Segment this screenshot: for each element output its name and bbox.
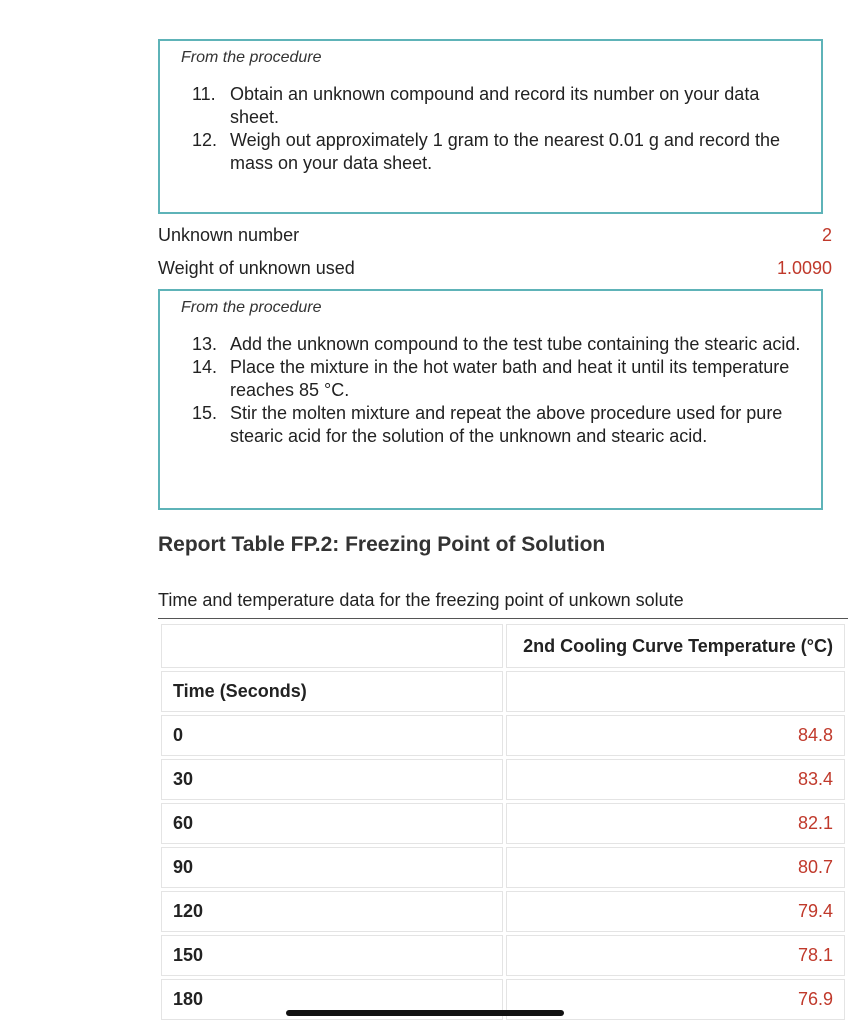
procedure-steps [192, 333, 801, 448]
time-cell: 180 [161, 979, 503, 1020]
caption-divider [158, 618, 848, 619]
temperature-column-header: 2nd Cooling Curve Temperature (°C) [506, 624, 845, 668]
procedure-step [192, 129, 801, 175]
table-header-row [161, 624, 845, 668]
temperature-cell[interactable]: 83.4 [506, 759, 845, 800]
temperature-cell[interactable]: 80.7 [506, 847, 845, 888]
procedure-caption: From the procedure [181, 299, 322, 316]
procedure-step [192, 356, 801, 402]
step-number: 14. [192, 357, 218, 377]
report-table-title: Report Table FP.2: Freezing Point of Solution [158, 533, 606, 556]
temperature-cell[interactable]: 82.1 [506, 803, 845, 844]
step-number: 13. [192, 334, 218, 354]
step-text: Add the unknown compound to the test tube containing the stearic acid. [230, 334, 801, 354]
weight-unknown-value[interactable]: 1.0090 [776, 258, 832, 278]
unknown-number-label: Unknown number [158, 225, 300, 245]
unknown-number-row [158, 225, 832, 246]
home-indicator[interactable] [286, 1010, 564, 1016]
freezing-point-table [158, 621, 848, 1023]
weight-unknown-label: Weight of unknown used [158, 258, 355, 278]
procedure-step [192, 402, 801, 448]
procedure-box-1 [158, 39, 823, 214]
table-caption: Time and temperature data for the freezing point of unkown solute [158, 590, 684, 610]
table-row [161, 891, 845, 932]
temperature-cell[interactable]: 76.9 [506, 979, 845, 1020]
procedure-caption: From the procedure [181, 49, 322, 66]
time-cell: 150 [161, 935, 503, 976]
weight-unknown-row [158, 258, 832, 279]
step-number: 15. [192, 403, 218, 423]
empty-header-cell [161, 624, 503, 668]
time-row-header: Time (Seconds) [161, 671, 503, 712]
procedure-step [192, 83, 801, 129]
temperature-cell[interactable]: 84.8 [506, 715, 845, 756]
step-text: Obtain an unknown compound and record its number on your data sheet. [230, 84, 760, 127]
procedure-steps [192, 83, 801, 175]
temperature-cell[interactable]: 79.4 [506, 891, 845, 932]
step-number: 12. [192, 130, 218, 150]
time-cell: 30 [161, 759, 503, 800]
empty-subheader-cell [506, 671, 845, 712]
table-row [161, 935, 845, 976]
table-row [161, 715, 845, 756]
procedure-box-2 [158, 289, 823, 510]
table-row [161, 803, 845, 844]
temperature-cell[interactable]: 78.1 [506, 935, 845, 976]
unknown-number-value[interactable]: 2 [821, 225, 832, 245]
step-text: Place the mixture in the hot water bath and heat it until its temperature reaches 85 °C. [230, 357, 790, 400]
table-row [161, 759, 845, 800]
time-cell: 120 [161, 891, 503, 932]
time-cell: 90 [161, 847, 503, 888]
step-number: 11. [192, 84, 216, 104]
time-cell: 0 [161, 715, 503, 756]
step-text: Weigh out approximately 1 gram to the nearest 0.01 g and record the mass on your data sheet. [230, 130, 780, 173]
procedure-step [192, 333, 801, 356]
table-row [161, 847, 845, 888]
step-text: Stir the molten mixture and repeat the above procedure used for pure stearic acid for the solution of the unknown and stearic acid. [230, 403, 783, 446]
time-cell: 60 [161, 803, 503, 844]
table-subheader-row [161, 671, 845, 712]
